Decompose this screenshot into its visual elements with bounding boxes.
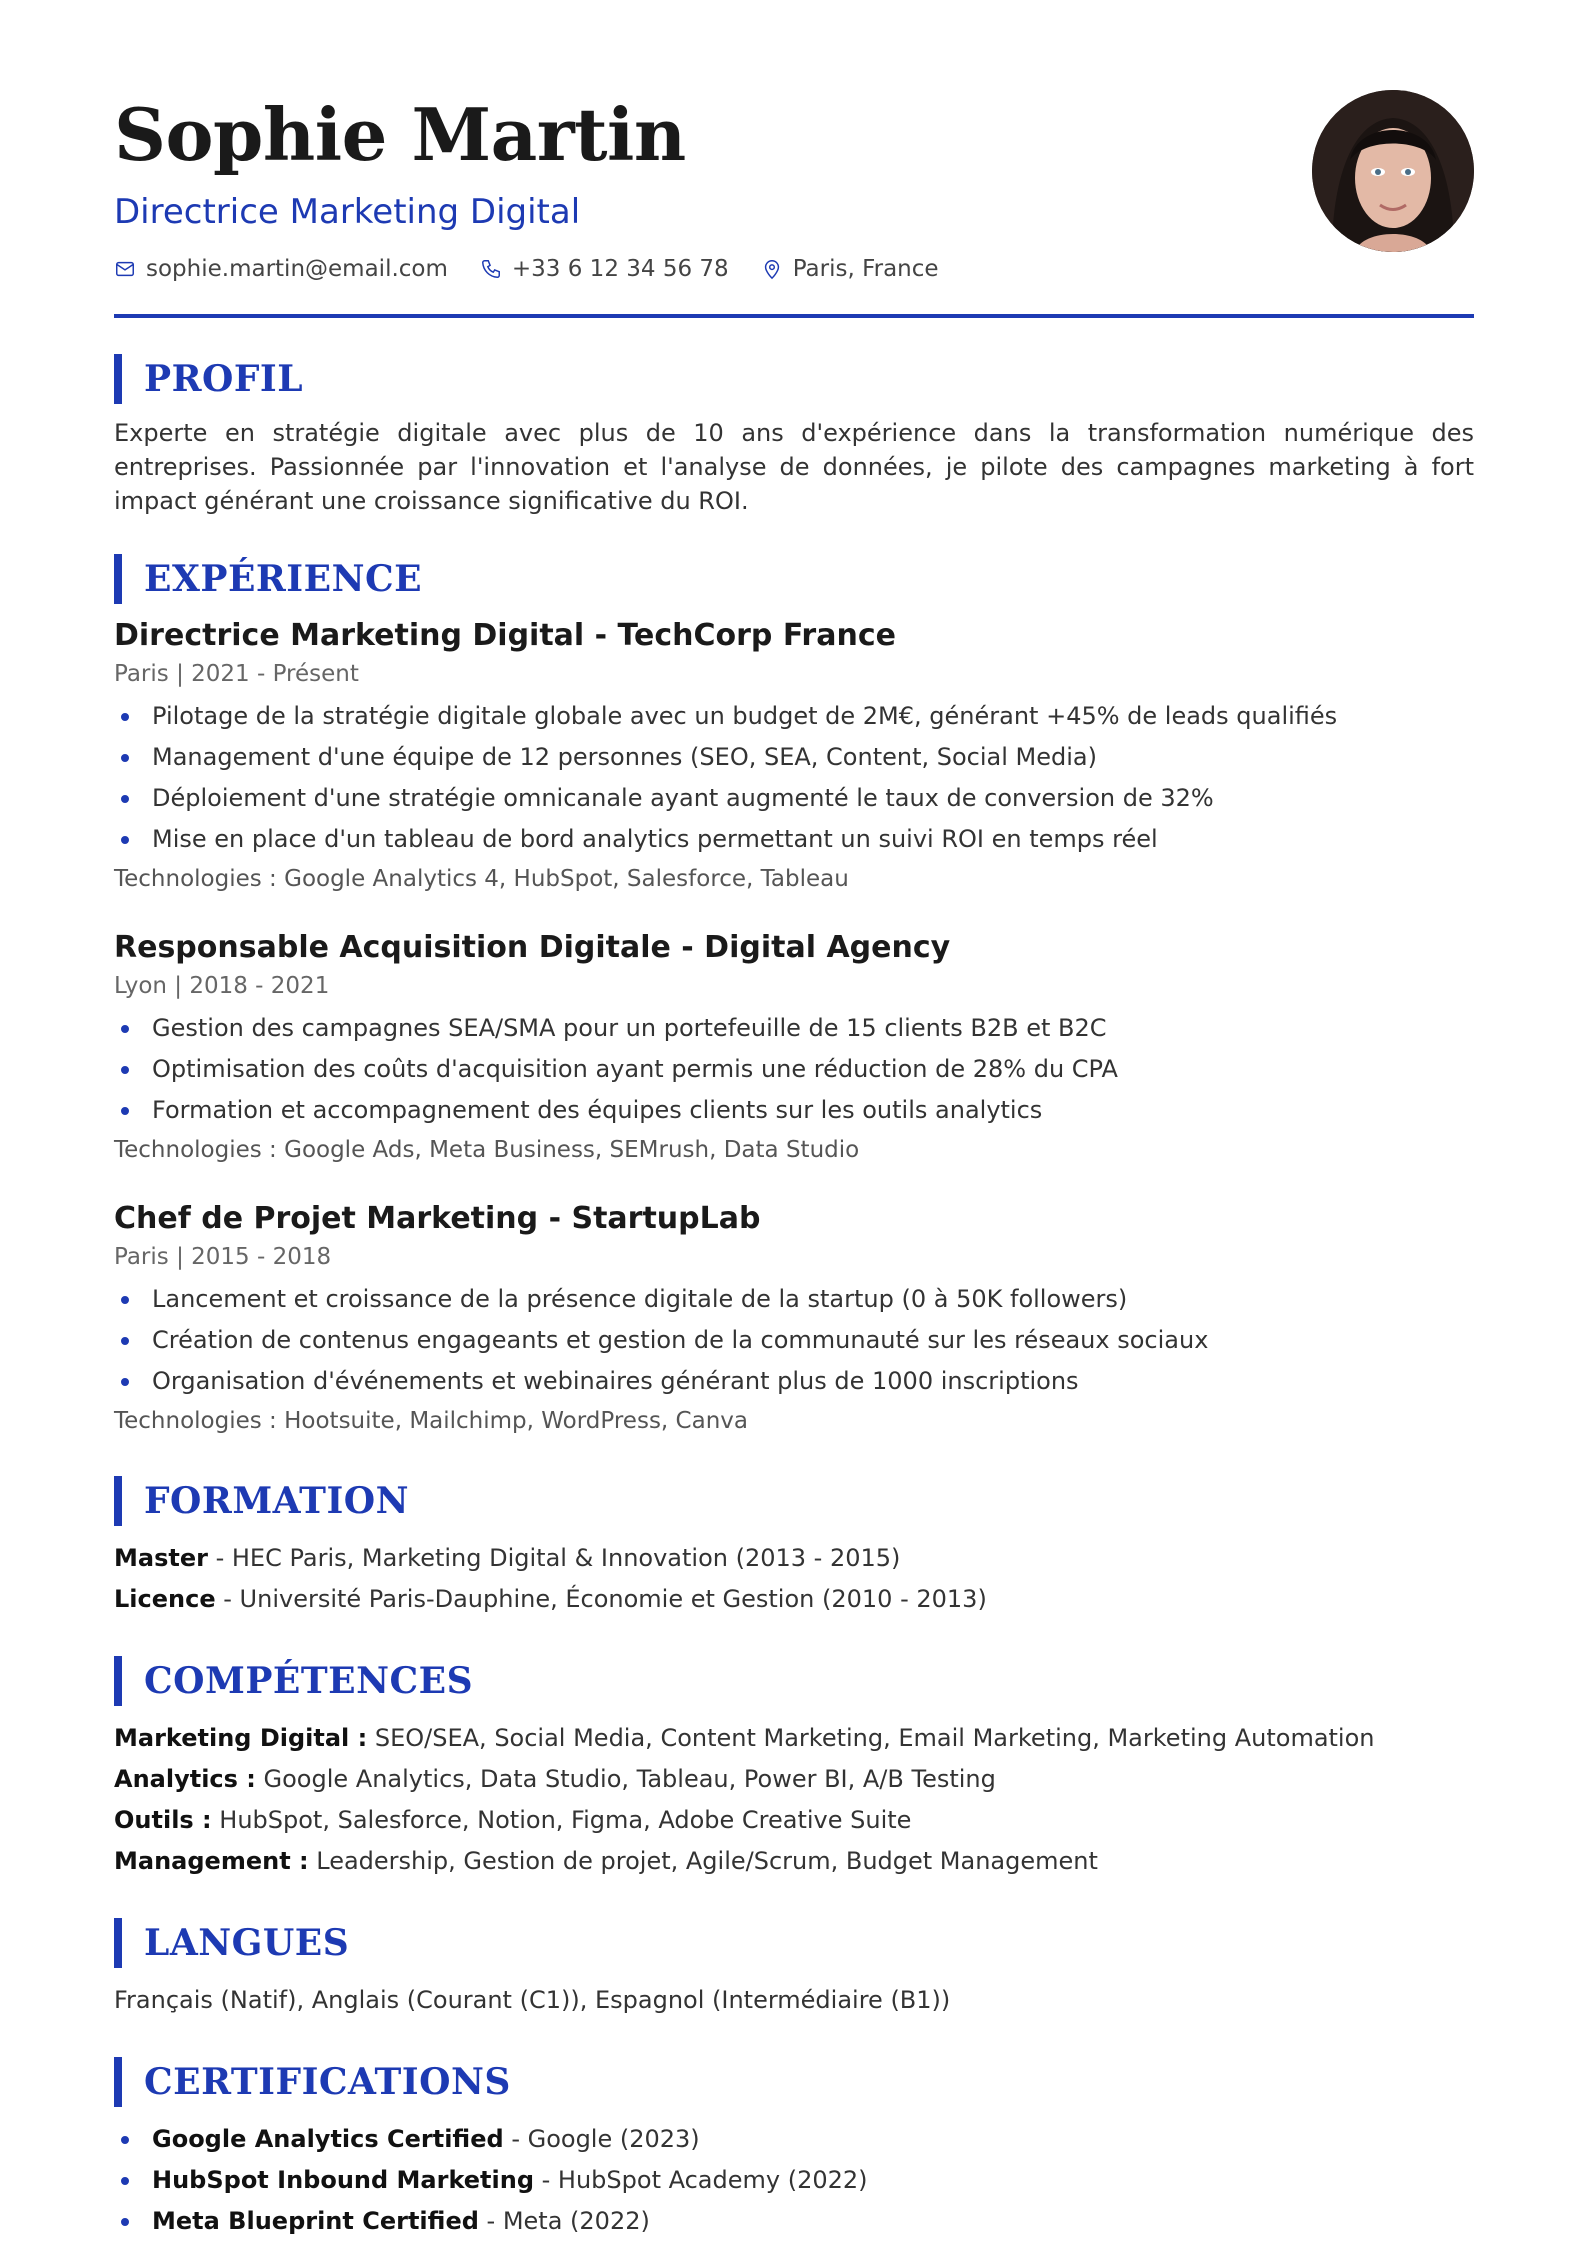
contact-info — [114, 256, 971, 282]
list-item — [114, 2160, 1474, 2201]
job-entry-meta: Paris | 2015 - 2018 — [114, 1244, 332, 1270]
job-bullets — [114, 1279, 1474, 1402]
job-title: Directrice Marketing Digital — [114, 192, 581, 232]
job-technologies: Technologies : Hootsuite, Mailchimp, WordPress, Canva — [114, 1408, 748, 1434]
skill-label: Analytics : — [114, 1765, 256, 1793]
languages-text: Français (Natif), Anglais (Courant (C1)), Espagnol (Intermédiaire (B1)) — [114, 1986, 951, 2014]
job-entry-meta: Lyon | 2018 - 2021 — [114, 973, 330, 999]
certification-name: HubSpot Inbound Marketing — [152, 2166, 534, 2194]
section-heading-certifications: CERTIFICATIONS — [114, 2057, 1474, 2107]
list-item: Organisation d'événements et webinaires générant plus de 1000 inscriptions — [114, 1361, 1474, 1402]
education-entry — [114, 1579, 1474, 1620]
job-bullets — [114, 696, 1474, 860]
certification-issuer: - HubSpot Academy (2022) — [534, 2166, 868, 2194]
experience-section — [114, 554, 1474, 1440]
location-text: Paris, France — [792, 256, 939, 282]
skill-row — [114, 1759, 1474, 1800]
degree-detail: - Université Paris-Dauphine, Économie et Gestion (2010 - 2013) — [215, 1585, 987, 1613]
job-entry — [114, 1199, 1474, 1440]
skills-section — [114, 1656, 1474, 1882]
phone-text: +33 6 12 34 56 78 — [511, 256, 729, 282]
profile-photo — [1312, 90, 1474, 252]
certification-issuer: - Google (2023) — [503, 2125, 700, 2153]
list-item — [114, 2119, 1474, 2160]
profile-section — [114, 354, 1474, 518]
list-item: Mise en place d'un tableau de bord analytics permettant un suivi ROI en temps réel — [114, 819, 1474, 860]
section-heading-experience: EXPÉRIENCE — [114, 554, 1474, 604]
languages-section — [114, 1918, 1474, 2021]
skill-label: Marketing Digital : — [114, 1724, 368, 1752]
skill-value: SEO/SEA, Social Media, Content Marketing, Email Marketing, Marketing Automation — [367, 1724, 1375, 1752]
list-item: Lancement et croissance de la présence digitale de la startup (0 à 50K followers) — [114, 1279, 1474, 1320]
skill-label: Outils : — [114, 1806, 212, 1834]
degree-label: Licence — [114, 1585, 216, 1613]
education-entry — [114, 1538, 1474, 1579]
skill-row — [114, 1841, 1474, 1882]
certification-name: Meta Blueprint Certified — [152, 2207, 479, 2235]
list-item: Pilotage de la stratégie digitale globale avec un budget de 2M€, générant +45% de leads qualifiés — [114, 696, 1474, 737]
job-entry-title: Chef de Projet Marketing - StartupLab — [114, 1201, 761, 1236]
contact-location — [761, 256, 939, 282]
skill-label: Management : — [114, 1847, 309, 1875]
certification-name: Google Analytics Certified — [152, 2125, 504, 2153]
skill-value: Google Analytics, Data Studio, Tableau, Power BI, A/B Testing — [255, 1765, 996, 1793]
section-heading-profil: PROFIL — [114, 354, 1474, 404]
certification-issuer: - Meta (2022) — [478, 2207, 650, 2235]
job-entry-title: Directrice Marketing Digital - TechCorp France — [114, 618, 896, 653]
candidate-name: Sophie Martin — [114, 92, 686, 177]
job-technologies: Technologies : Google Analytics 4, HubSpot, Salesforce, Tableau — [114, 866, 849, 892]
list-item: Création de contenus engageants et gestion de la communauté sur les réseaux sociaux — [114, 1320, 1474, 1361]
degree-label: Master — [114, 1544, 208, 1572]
contact-phone[interactable] — [480, 256, 729, 282]
skill-row — [114, 1718, 1474, 1759]
job-technologies: Technologies : Google Ads, Meta Business, SEMrush, Data Studio — [114, 1137, 860, 1163]
job-entry-title: Responsable Acquisition Digitale - Digital Agency — [114, 930, 951, 965]
section-heading-formation: FORMATION — [114, 1476, 1474, 1526]
list-item: Formation et accompagnement des équipes clients sur les outils analytics — [114, 1090, 1474, 1131]
list-item — [114, 2201, 1474, 2242]
skill-value: HubSpot, Salesforce, Notion, Figma, Adobe Creative Suite — [211, 1806, 912, 1834]
profile-summary: Experte en stratégie digitale avec plus de 10 ans d'expérience dans la transformation numérique des entreprises. Passionnée par l'innovation et l'analyse de données, je pilote des campagnes marketing à fort impact générant une croissance significative du ROI. — [114, 419, 1474, 515]
job-bullets — [114, 1008, 1474, 1131]
list-item: Optimisation des coûts d'acquisition ayant permis une réduction de 28% du CPA — [114, 1049, 1474, 1090]
certifications-section — [114, 2057, 1474, 2242]
section-heading-competences: COMPÉTENCES — [114, 1656, 1474, 1706]
job-entry — [114, 616, 1474, 898]
skill-value: Leadership, Gestion de projet, Agile/Scrum, Budget Management — [308, 1847, 1098, 1875]
degree-detail: - HEC Paris, Marketing Digital & Innovation (2013 - 2015) — [207, 1544, 901, 1572]
resume-header — [114, 0, 1474, 318]
list-item: Gestion des campagnes SEA/SMA pour un portefeuille de 15 clients B2B et B2C — [114, 1008, 1474, 1049]
contact-email[interactable] — [114, 256, 448, 282]
job-entry — [114, 928, 1474, 1169]
list-item: Management d'une équipe de 12 personnes (SEO, SEA, Content, Social Media) — [114, 737, 1474, 778]
skill-row — [114, 1800, 1474, 1841]
location-pin-icon — [761, 258, 783, 280]
job-entry-meta: Paris | 2021 - Présent — [114, 661, 359, 687]
education-section — [114, 1476, 1474, 1620]
mail-icon — [114, 258, 136, 280]
list-item: Déploiement d'une stratégie omnicanale ayant augmenté le taux de conversion de 32% — [114, 778, 1474, 819]
section-heading-langues: LANGUES — [114, 1918, 1474, 1968]
certification-list — [114, 2119, 1474, 2242]
email-text: sophie.martin@email.com — [146, 256, 448, 282]
phone-icon — [480, 258, 502, 280]
